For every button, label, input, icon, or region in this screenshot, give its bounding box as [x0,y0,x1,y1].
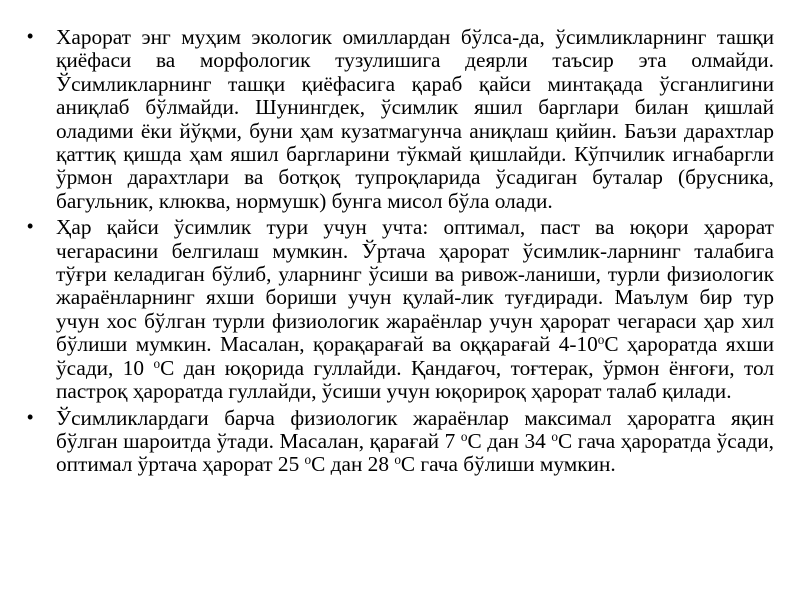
bullet-item [24,407,774,477]
degree-superscript: о [597,332,605,348]
bullet-marker: • [27,26,34,46]
degree-superscript: о [153,355,161,371]
bullet-text: Ўсимликлардаги барча физиологик жараёнлар максимал ҳароратга яқин бўлган шароитда ўтади. Масалан, қарағай 7 [56,405,774,453]
bullet-text: С дан 28 [311,452,395,477]
degree-superscript: о [460,428,468,444]
degree-superscript: о [304,452,312,468]
bullet-text: С дан 34 [467,428,552,453]
bullet-text: Ҳар қайси ўсимлик тури учун учта: оптимал, паст ва юқори ҳарорат чегарасини белгилаш мумкин. Ўртача ҳарорат ўсимлик-ларнинг талабига тўғри келадиган бўлиб, уларнинг ўсиши ва ривож-ланиши, турли физиологик жараёнларнинг яхши бориши учун қулай-лик туғдиради. Маълум бир тур учун хос бўлган турли физиологик жараёнлар учун ҳарорат чегараси ҳар хил бўлиши мумкин. Масалан, қорақарағай ва оққарағай 4-10 [56,215,774,357]
bullet-text: С ҳароратда яхши ўсади, 10 [56,332,774,380]
bullet-item [24,216,774,403]
bullet-item [24,26,774,213]
degree-superscript: о [394,452,401,468]
bullet-text: С гача бўлиши мумкин. [400,452,616,477]
bullet-text: Харорат энг муҳим экологик омиллардан бўлса-да, ўсимликларнинг ташқи қиёфаси ва морфологик тузулишига деярли таъсир эта олмайди. Ўсимликларнинг ташқи қиёфасига қараб қайси минтақада ўсганлигини аниқлаб бўлмайди. Шунингдек, ўсимлик яшил барглари билан қишлай оладими ёки йўқми, буни ҳам кузатмагунча аниқлаш қийин. Баъзи дарахтлар қаттиқ қишда ҳам яшил баргларини тўкмай қишлайди. Кўпчилик игнабаргли ўрмон дарахтлари ва ботқоқ тупроқларида ўсадиган буталар (брусника, багульник, клюква, нормушк) бунга мисол бўла олади. [56,25,774,213]
degree-superscript: о [551,428,558,444]
bullet-marker: • [27,406,34,427]
bullet-text: С дан юқорида гуллайди. Қандағоч, тоғтерак, ўрмон ёнғоғи, тол пастроқ ҳароратда гуллайди, ўсиши учун юқорироқ ҳарорат талаб қилади. [56,355,774,404]
bullet-marker: • [27,216,34,237]
bullet-text: С гача ҳароратда ўсади, оптимал ўртача ҳарорат 25 [56,428,774,477]
bullet-list [24,26,774,480]
